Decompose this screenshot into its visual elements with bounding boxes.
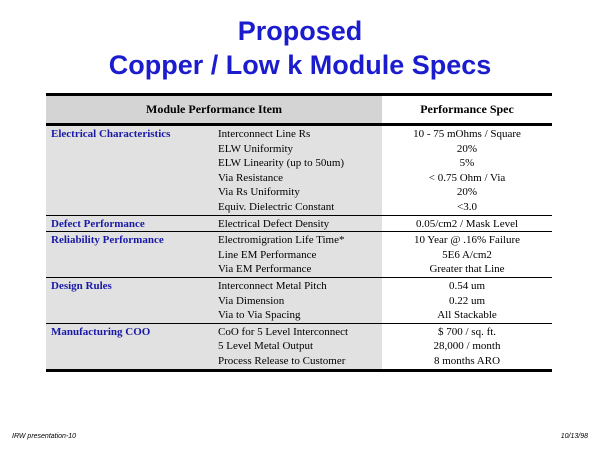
performance-item: 5 Level Metal Output [218, 340, 314, 353]
category-label: Defect Performance [46, 215, 212, 232]
performance-spec-value: <3.0 [457, 200, 477, 213]
performance-specs-cell [382, 277, 552, 323]
performance-specs-cell [382, 323, 552, 370]
performance-item: Electromigration Life Time* [218, 234, 345, 247]
performance-item: Line EM Performance [218, 248, 317, 261]
header-performance-item: Module Performance Item [46, 95, 382, 125]
performance-specs-cell [382, 232, 552, 278]
performance-specs-cell [382, 125, 552, 216]
performance-item: Via Dimension [218, 294, 285, 307]
performance-spec-value: 10 - 75 mOhms / Square [413, 128, 521, 140]
performance-item: Electrical Defect Density [218, 217, 330, 230]
performance-spec-value: Greater that Line [429, 263, 505, 276]
performance-spec-value: < 0.75 Ohm / Via [428, 171, 506, 184]
performance-item: Via EM Performance [218, 263, 312, 276]
table-body [46, 125, 552, 371]
table-row [46, 125, 552, 216]
category-label: Design Rules [46, 277, 212, 323]
category-label: Manufacturing COO [46, 323, 212, 370]
performance-spec-value: 0.54 um [448, 279, 486, 292]
spec-table [46, 93, 552, 372]
performance-spec-value: 8 months ARO [434, 354, 501, 367]
footer-date: 10/13/98 [560, 433, 588, 440]
performance-spec-value: $ 700 / sq. ft. [437, 325, 497, 338]
performance-spec-value: 28,000 / month [433, 340, 501, 353]
performance-items-cell [212, 215, 382, 232]
performance-item: Interconnect Line Rs [218, 128, 311, 140]
table-row [46, 323, 552, 370]
title-line-1: Proposed [237, 16, 363, 46]
performance-specs-cell [382, 215, 552, 232]
performance-spec-value: 0.22 um [448, 294, 486, 307]
performance-item: Via to Via Spacing [218, 309, 301, 322]
performance-spec-value: 5% [459, 157, 475, 170]
performance-spec-value: 0.05/cm2 / Mask Level [415, 217, 519, 230]
performance-item: CoO for 5 Level Interconnect [218, 325, 349, 338]
performance-spec-value: 10 Year @ .16% Failure [413, 234, 521, 247]
performance-item: Process Release to Customer [218, 354, 346, 367]
performance-spec-value: 5E6 A/cm2 [442, 248, 492, 261]
performance-item: Interconnect Metal Pitch [218, 279, 327, 292]
performance-items-cell [212, 277, 382, 323]
performance-items-cell [212, 232, 382, 278]
table-header-row [46, 95, 552, 125]
performance-spec-value: All Stackable [437, 309, 497, 322]
header-performance-spec: Performance Spec [382, 95, 552, 125]
table-row [46, 215, 552, 232]
table-row [46, 277, 552, 323]
performance-item: ELW Linearity (up to 50um) [218, 157, 345, 170]
performance-items-cell [212, 323, 382, 370]
performance-item: Via Resistance [218, 171, 284, 184]
footer-presentation-label: IRW presentation-10 [12, 433, 77, 440]
performance-item: Via Rs Uniformity [218, 186, 300, 199]
category-label: Electrical Characteristics [46, 125, 212, 216]
performance-items-cell [212, 125, 382, 216]
category-label: Reliability Performance [46, 232, 212, 278]
performance-item: ELW Uniformity [218, 142, 294, 155]
performance-spec-value: 20% [456, 142, 478, 155]
performance-spec-value: 20% [456, 186, 478, 199]
performance-item: Equiv. Dielectric Constant [218, 200, 335, 213]
table-row [46, 232, 552, 278]
title-line-2: Copper / Low k Module Specs [108, 50, 492, 80]
slide-title [0, 14, 600, 82]
